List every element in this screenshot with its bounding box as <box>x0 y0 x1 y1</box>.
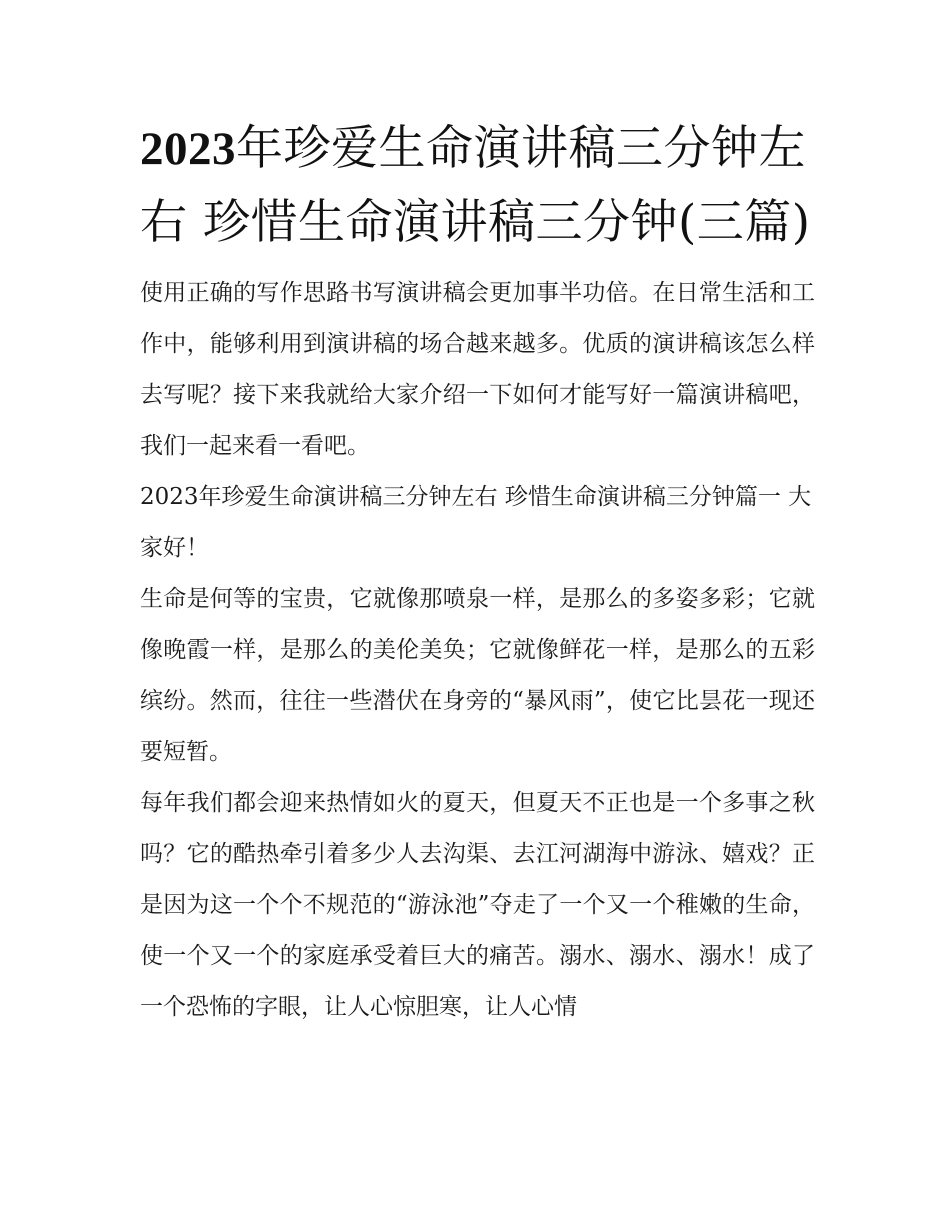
section-heading: 2023年珍爱生命演讲稿三分钟左右 珍惜生命演讲稿三分钟篇一 大家好！ <box>140 484 812 561</box>
title-year: 2023 <box>140 123 236 175</box>
document-title <box>140 112 815 260</box>
body-paragraph-1: 生命是何等的宝贵，它就像那喷泉一样，是那么的多姿多彩；它就像晚霞一样，是那么的美伦美奂；它就像鲜花一样，是那么的五彩缤纷。然而，往往一些潜伏在身旁的“暴风雨”，使它比昙花一现还要短暂。 <box>140 586 815 765</box>
document-body <box>140 112 815 1033</box>
title-text: 年珍爱生命演讲稿三分钟左右 珍惜生命演讲稿三分钟(三篇) <box>140 121 811 250</box>
body-paragraph-2: 每年我们都会迎来热情如火的夏天，但夏天不正也是一个多事之秋吗？它的酷热牵引着多少人去沟渠、去江河湖海中游泳、嬉戏？正是因为这一个个不规范的“游泳池”夺走了一个又一个稚嫩的生命，使一个又一个的家庭承受着巨大的痛苦。溺水、溺水、溺水！成了一个恐怖的字眼，让人心惊胆寒，让人心情 <box>140 790 815 1020</box>
intro-paragraph: 使用正确的写作思路书写演讲稿会更加事半功倍。在日常生活和工作中，能够利用到演讲稿的场合越来越多。优质的演讲稿该怎么样去写呢？接下来我就给大家介绍一下如何才能写好一篇演讲稿吧，我们一起来看一看吧。 <box>140 280 815 459</box>
